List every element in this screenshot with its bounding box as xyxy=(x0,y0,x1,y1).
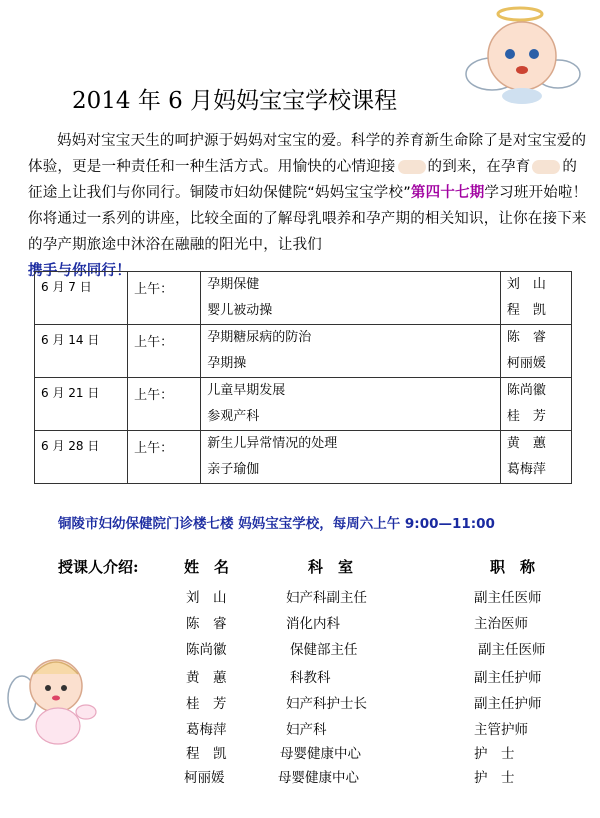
staff-row xyxy=(0,612,600,636)
staff-header-title: 职 称 xyxy=(490,558,536,576)
staff-name: 柯丽媛 xyxy=(184,770,225,786)
staff-row xyxy=(0,586,600,610)
staff-header-dept: 科 室 xyxy=(308,558,354,576)
staff-name: 陈尚徽 xyxy=(186,642,227,658)
staff-dept: 妇产科副主任 xyxy=(286,590,367,606)
staff-name: 程 凯 xyxy=(186,746,227,762)
schedule-speaker: 柯丽媛 xyxy=(506,356,546,371)
staff-name: 陈 睿 xyxy=(186,616,227,632)
schedule-date: 6 月 21 日 xyxy=(35,378,128,431)
schedule-topics xyxy=(201,378,501,431)
staff-title: 副主任医师 xyxy=(474,590,542,606)
session-number: 第四十七期 xyxy=(410,185,485,201)
staff-dept: 消化内科 xyxy=(286,616,340,632)
staff-title: 副主任医师 xyxy=(478,642,546,658)
staff-row xyxy=(0,766,600,790)
schedule-date: 6 月 14 日 xyxy=(35,325,128,378)
schedule-topics xyxy=(201,431,501,484)
schedule-date: 6 月 28 日 xyxy=(35,431,128,484)
schedule-speaker: 刘 山 xyxy=(506,277,546,292)
schedule-speaker: 陈 睿 xyxy=(506,330,546,345)
baby-blank-mark xyxy=(398,160,426,174)
staff-section-label: 授课人介绍: xyxy=(58,558,139,576)
intro-text-1: 妈妈对宝宝天生的呵护源于妈妈对宝宝的爱。科学的养育新生命除了是对宝宝爱的体验，更是一种责任和一种生活方式。用愉快的心情迎接 xyxy=(28,133,587,175)
staff-name: 葛梅萍 xyxy=(186,722,227,738)
intro-slogan: 携手与你同行！ xyxy=(28,263,131,279)
schedule-speaker: 黄 蕙 xyxy=(506,436,546,451)
schedule-time: 上午： xyxy=(128,325,201,378)
intro-text-3: 的征途上让我们与你同行。铜陵市妇幼保健院“妈妈宝宝学校” xyxy=(28,159,578,201)
schedule-time: 上午： xyxy=(128,272,201,325)
schedule-table xyxy=(34,271,572,484)
schedule-topics xyxy=(201,325,501,378)
staff-name: 黄 蕙 xyxy=(186,670,227,686)
schedule-date: 6 月 7 日 xyxy=(35,272,128,325)
schedule-topic: 孕期糖尿病的防治 xyxy=(207,330,312,345)
staff-title: 副主任护师 xyxy=(474,696,542,712)
schedule-topic: 儿童早期发展 xyxy=(207,383,286,398)
schedule-topic: 孕期操 xyxy=(207,356,247,371)
staff-name: 桂 芳 xyxy=(186,696,227,712)
schedule-speaker: 程 凯 xyxy=(506,303,546,318)
schedule-speakers xyxy=(500,431,571,484)
staff-dept: 保健部主任 xyxy=(290,642,358,658)
staff-title: 主治医师 xyxy=(474,616,528,632)
baby-angel-illustration xyxy=(462,4,584,106)
schedule-topics xyxy=(201,272,501,325)
schedule-time: 上午： xyxy=(128,431,201,484)
schedule-topic: 亲子瑜伽 xyxy=(207,462,260,477)
staff-dept: 母婴健康中心 xyxy=(278,770,359,786)
table-row xyxy=(35,431,572,484)
schedule-topic: 参观产科 xyxy=(207,409,260,424)
schedule-speaker: 陈尚徽 xyxy=(506,383,546,398)
staff-dept: 妇产科 xyxy=(286,722,327,738)
intro-text-2: 的到来，在孕育 xyxy=(427,159,531,175)
intro-text-4: 学习班开始啦！你将通过一系列的讲座，比较全面的了解母乳喂养和孕产期的相关知识，让你在接下来的孕产期旅途中沐浴在融融的阳光中，让我们 xyxy=(28,185,588,253)
staff-dept: 母婴健康中心 xyxy=(280,746,361,762)
staff-title: 副主任护师 xyxy=(474,670,542,686)
table-row xyxy=(35,272,572,325)
schedule-topic: 新生儿异常情况的处理 xyxy=(207,436,338,451)
staff-title: 护 士 xyxy=(474,770,515,786)
schedule-topic: 婴儿被动操 xyxy=(207,303,273,318)
schedule-speaker: 葛梅萍 xyxy=(506,462,546,477)
staff-dept: 妇产科护士长 xyxy=(286,696,367,712)
baby-angel-illustration xyxy=(4,648,106,750)
page-title: 2014 年 6 月妈妈宝宝学校课程 xyxy=(72,88,398,114)
schedule-speakers xyxy=(500,378,571,431)
table-row xyxy=(35,378,572,431)
schedule-speaker: 桂 芳 xyxy=(506,409,546,424)
staff-title: 护 士 xyxy=(474,746,515,762)
staff-header-name: 姓 名 xyxy=(184,558,230,576)
intro-paragraph xyxy=(28,128,588,284)
schedule-speakers xyxy=(500,325,571,378)
staff-title: 主管护师 xyxy=(474,722,528,738)
schedule-time: 上午： xyxy=(128,378,201,431)
schedule-topic: 孕期保健 xyxy=(207,277,260,292)
schedule-speakers xyxy=(500,272,571,325)
staff-name: 刘 山 xyxy=(186,590,227,606)
staff-dept: 科教科 xyxy=(290,670,331,686)
location-line: 铜陵市妇幼保健院门诊楼七楼 妈妈宝宝学校，每周六上午 9:00—11:00 xyxy=(58,516,495,532)
baby-blank-mark xyxy=(532,160,560,174)
table-row xyxy=(35,325,572,378)
